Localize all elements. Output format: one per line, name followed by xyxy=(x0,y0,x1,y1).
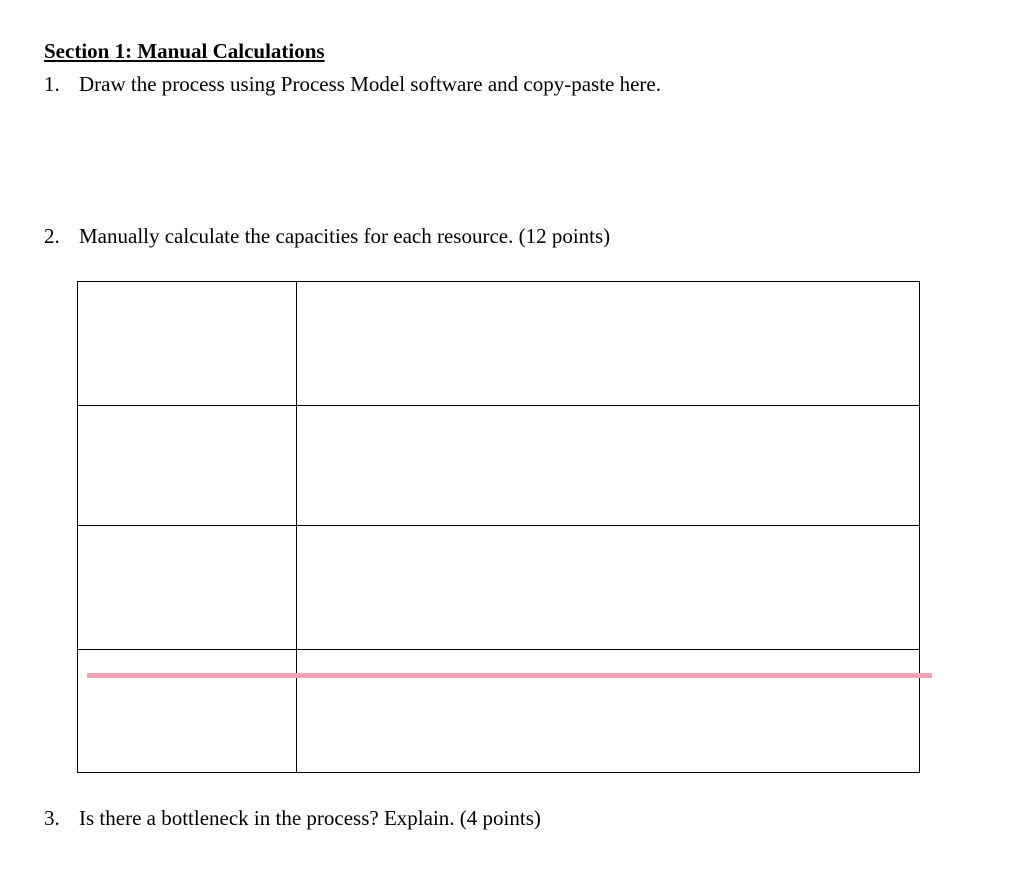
table-row xyxy=(78,526,920,650)
table-cell[interactable] xyxy=(297,650,920,773)
table-row xyxy=(78,282,920,406)
question-text: Is there a bottleneck in the process? Explain. (4 points) xyxy=(79,806,541,830)
table-cell[interactable] xyxy=(78,526,297,650)
question-1 xyxy=(44,70,661,98)
table-row xyxy=(78,406,920,526)
question-text: Draw the process using Process Model software and copy-paste here. xyxy=(79,72,661,96)
question-3 xyxy=(44,804,541,832)
capacity-table xyxy=(77,281,920,773)
question-number: 2. xyxy=(44,224,60,248)
table-cell[interactable] xyxy=(78,650,297,773)
table-row xyxy=(78,650,920,773)
table-cell[interactable] xyxy=(78,406,297,526)
question-text: Manually calculate the capacities for each resource. (12 points) xyxy=(79,224,611,248)
highlight-line xyxy=(87,673,932,678)
table-cell[interactable] xyxy=(297,282,920,406)
question-number: 3. xyxy=(44,806,60,830)
question-number: 1. xyxy=(44,72,60,96)
table-cell[interactable] xyxy=(78,282,297,406)
table-cell[interactable] xyxy=(297,526,920,650)
table-cell[interactable] xyxy=(297,406,920,526)
question-2 xyxy=(44,222,610,250)
section-heading: Section 1: Manual Calculations xyxy=(44,39,325,63)
